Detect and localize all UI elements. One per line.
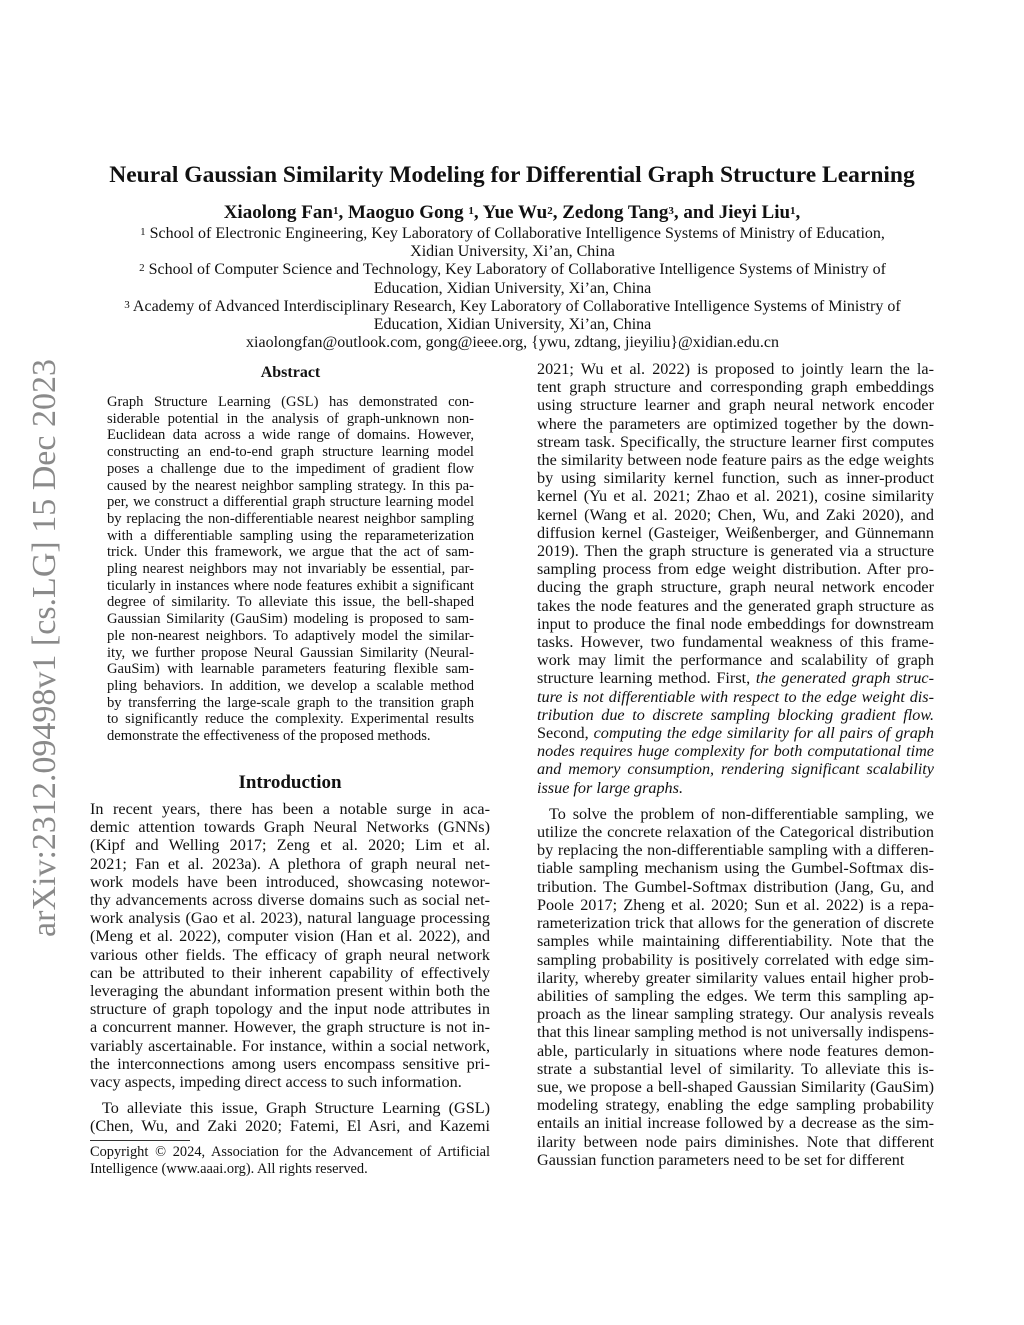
text-line: takes the node features and the generated graph structure as <box>537 596 934 615</box>
text-line: ilarity between node pairs diminishes. Note that different <box>537 1132 934 1151</box>
affiliation-text: Education, Xidian University, Xi’an, China <box>373 279 652 297</box>
affiliation-text: Xidian University, Xi’an, China <box>410 243 615 261</box>
text-line: vacy aspects, impeding direct access to such information. <box>90 1073 462 1092</box>
affiliation-line <box>90 298 935 316</box>
text-line: can be attributed to their inherent capability of effectively <box>90 963 490 982</box>
abstract-body <box>107 394 474 745</box>
text-line: degree of similarity. To alleviate this issue, the bell-shaped <box>107 594 474 611</box>
author-separator: , <box>795 202 801 223</box>
text-line: Gaussian Similarity (GauSim) modeling is proposed to sam- <box>107 611 474 628</box>
affiliation-line <box>90 280 935 298</box>
text-line: Euclidean data across a wide range of domains. However, <box>107 427 474 444</box>
text-line: demonstrate the effectiveness of the proposed methods. <box>107 728 431 745</box>
text-line: work may limit the performance and scalability of graph <box>537 651 934 670</box>
text-line <box>537 724 934 742</box>
text-line: sampling probability is positively correlated with edge sim- <box>537 950 934 969</box>
text-line: kernel (Yu et al. 2021; Zhao et al. 2021), cosine similarity <box>537 487 934 506</box>
text-line <box>537 760 934 778</box>
text-line: variably ascertainable. For instance, within a social network, <box>90 1036 490 1055</box>
text-line: tribution. The Gumbel-Softmax distribution (Jang, Gu, and <box>537 877 934 896</box>
emphasized-text: tribution due to discrete sampling blocking gradient flow. <box>537 705 934 724</box>
text-segment: structure learning method. First, <box>537 669 756 688</box>
affiliation-line <box>90 261 935 279</box>
emphasized-text: the generated graph struc- <box>755 669 934 688</box>
text-line: thy advancements across diverse domains such as social net- <box>90 891 490 910</box>
text-line <box>537 779 934 797</box>
text-line: the similarity between node feature pairs as the edge weights <box>537 451 934 470</box>
emphasized-text: ture is not differentiable with respect to the edge weight dis- <box>537 687 934 706</box>
text-line: ducing the graph structure, graph neural network encoder <box>537 578 934 597</box>
author-separator: , <box>473 202 483 223</box>
text-line: structure of graph topology and the input node attributes in <box>90 1000 490 1019</box>
text-line: work models have been introduced, showcasing notewor- <box>90 872 490 891</box>
text-line <box>537 688 934 706</box>
text-line: siderable potential in the analysis of graph-unknown non- <box>107 410 474 427</box>
introduction-body <box>90 800 490 1136</box>
text-line: ple non-nearest neighbors. To adaptively model the similar- <box>107 627 474 644</box>
text-line: caused by the nearest neighbor sampling strategy. In this pa- <box>107 477 474 494</box>
arxiv-stamp: arXiv:2312.09498v1 [cs.LG] 15 Dec 2023 <box>26 359 63 937</box>
affiliation-line <box>90 316 935 334</box>
text-line: various other fields. The efficacy of graph neural network <box>90 945 490 964</box>
text-line: by using similarity kernel function, such as inner-product <box>537 469 934 488</box>
text-segment: Second, <box>537 724 594 743</box>
text-line: by replacing the non-differentiable sampling with a differen- <box>537 841 934 860</box>
author-emails: xiaolongfan@outlook.com, gong@ieee.org, {ywu, zdtang, jieyiliu}@xidian.edu.cn <box>246 334 779 352</box>
emphasized-text: issue for large graphs. <box>537 778 683 797</box>
author-name: Zedong Tang <box>562 202 669 223</box>
text-line: able, particularly in situations where node features demon- <box>537 1041 934 1060</box>
text-line: sue, we propose a bell-shaped Gaussian Similarity (GauSim) <box>537 1077 934 1096</box>
footnote-line: Copyright © 2024, Association for the Advancement of Artificial <box>90 1144 490 1160</box>
text-line: 2021; Wu et al. 2022) is proposed to jointly learn the la- <box>537 360 934 378</box>
text-line: demic attention towards Graph Neural Networks (GNNs) <box>90 818 490 837</box>
text-line: entails an initial increase followed by a decrease as the sim- <box>537 1114 934 1133</box>
author-name: Jieyi Liu <box>718 202 791 223</box>
author-list <box>0 200 1024 226</box>
right-column-body <box>537 360 934 1169</box>
text-line: In recent years, there has been a notable surge in aca- <box>90 800 490 818</box>
text-line: modeling strategy, enabling the edge sampling probability <box>537 1096 934 1115</box>
text-line: leveraging the abundant information present within both the <box>90 982 490 1001</box>
text-line: that this linear sampling method is not universally indispens- <box>537 1023 934 1042</box>
author-separator: , and <box>673 202 719 223</box>
text-line: samples while maintaining differentiability. Note that the <box>537 932 934 951</box>
text-line: trick. Under this framework, we argue that the act of sam- <box>107 544 474 561</box>
text-line: stream task. Specifically, the structure learner first computes <box>537 432 934 451</box>
text-line: input to produce the final node embeddings for downstream <box>537 614 934 633</box>
author-name: Maoguo Gong <box>347 202 469 223</box>
emphasized-text: computing the edge similarity for all pairs of graph <box>593 724 934 743</box>
footnote-line: Intelligence (www.aaai.org). All rights reserved. <box>90 1161 368 1177</box>
text-line: Gaussian function parameters need to be set for different <box>537 1150 905 1169</box>
affiliation-text: Education, Xidian University, Xi’an, China <box>373 316 652 334</box>
text-line: a concurrent manner. However, the graph structure is not in- <box>90 1018 490 1037</box>
text-line: by replacing the non-differentiable nearest neighbor sampling <box>107 510 474 527</box>
text-line: with a differentiable sampling using the reparameterization <box>107 527 474 544</box>
text-line: to significantly reduce the complexity. Experimental results <box>107 711 474 728</box>
text-line: To alleviate this issue, Graph Structure Learning (GSL) <box>102 1099 490 1118</box>
text-line: ity, we further propose Neural Gaussian Similarity (Neural- <box>107 644 474 661</box>
emphasized-text: nodes requires huge complexity for both computational time <box>537 742 934 761</box>
paragraph-gap <box>90 1091 490 1099</box>
text-line: poses a challenge due to the impediment of gradient flow <box>107 460 474 477</box>
copyright-footnote <box>90 1144 490 1178</box>
text-line: strate a substantial level of similarity. To alleviate this is- <box>537 1059 934 1078</box>
text-line: diffusion kernel (Gasteiger, Weißenberger, and Günnemann <box>537 523 934 542</box>
affiliation-text: Academy of Advanced Interdisciplinary Research, Key Laboratory of Collaborative Intelligence Systems of Ministry of <box>132 297 901 315</box>
text-line: utilize the concrete relaxation of the Categorical distribution <box>537 823 934 842</box>
author-separator: , <box>338 202 348 223</box>
text-line: 2021; Fan et al. 2023a). A plethora of graph neural net- <box>90 854 490 873</box>
text-line: To solve the problem of non-differentiable sampling, we <box>549 804 934 823</box>
text-line: ticularly in instances where node features exhibit a significant <box>107 577 474 594</box>
text-line <box>537 706 934 724</box>
text-line: tiable sampling mechanism using the Gumbel-Softmax dis- <box>537 859 934 878</box>
text-line: by transferring the large-scale graph to the transition graph <box>107 694 474 711</box>
emphasized-text: and memory consumption, rendering significant scalability <box>537 760 934 779</box>
affiliation-text: School of Electronic Engineering, Key Laboratory of Collaborative Intelligence Systems of Ministry of Education, <box>149 225 885 242</box>
paragraph-gap <box>537 797 934 805</box>
author-affiliation-mark: 3 <box>668 205 674 217</box>
abstract-heading: Abstract <box>260 364 321 381</box>
author-affiliation-mark: 2 <box>547 205 553 217</box>
affiliation-line <box>90 243 935 261</box>
text-line: GauSim) with learnable parameters featuring flexible sam- <box>107 661 474 678</box>
affiliations <box>90 225 935 352</box>
text-line: using structure learner and graph neural network encoder <box>537 396 934 415</box>
author-affiliation-mark: 1 <box>332 205 339 217</box>
text-line: sampling process from edge weight distribution. After pro- <box>537 560 934 579</box>
text-line <box>537 742 934 760</box>
text-line: (Chen, Wu, and Zaki 2020; Fatemi, El Asri, and Kazemi <box>90 1117 490 1136</box>
author-separator: , <box>552 202 563 223</box>
text-line: the interconnections among users encompass sensitive pri- <box>90 1054 490 1073</box>
text-line: abilities of sampling the edges. We term this sampling ap- <box>537 986 934 1005</box>
text-line: kernel (Wang et al. 2020; Chen, Wu, and Zaki 2020), and <box>537 505 934 524</box>
affiliation-text: School of Computer Science and Technology, Key Laboratory of Collaborative Intelligence Systems of Ministry of <box>148 261 886 279</box>
text-line: 2019). Then the graph structure is generated via a structure <box>537 542 934 561</box>
author-affiliation-mark: 1 <box>790 205 796 217</box>
affiliation-line <box>90 225 935 243</box>
affiliation-mark: 3 <box>124 298 130 311</box>
text-line: per, we construct a differential graph structure learning model <box>107 494 474 511</box>
text-line: where the parameters are optimized together by the down- <box>537 414 934 433</box>
text-line: Graph Structure Learning (GSL) has demonstrated con- <box>107 394 474 410</box>
text-line: work analysis (Gao et al. 2023), natural language processing <box>90 909 490 928</box>
text-line: pling behaviors. In addition, we develop a scalable method <box>107 677 474 694</box>
author-name: Yue Wu <box>482 202 548 223</box>
text-line: constructing an end-to-end graph structure learning model <box>107 444 474 461</box>
text-line: proach as the linear sampling strategy. Our analysis reveals <box>537 1005 934 1024</box>
text-line: (Kipf and Welling 2017; Zeng et al. 2020; Lim et al. <box>90 836 490 855</box>
introduction-heading: Introduction <box>238 772 342 793</box>
footnote-rule <box>90 1140 190 1141</box>
text-line: (Meng et al. 2022), computer vision (Han et al. 2022), and <box>90 927 490 946</box>
affiliation-mark: 2 <box>139 262 145 275</box>
text-line: rameterization trick that allows for the generation of discrete <box>537 914 934 933</box>
author-affiliation-mark: 1 <box>468 205 474 217</box>
text-line: Poole 2017; Zheng et al. 2020; Sun et al. 2022) is a repa- <box>537 895 934 914</box>
text-line: pling nearest neighbors may not invariably be essential, par- <box>107 561 474 578</box>
text-line <box>537 669 934 687</box>
text-line: ilarity, whereby greater similarity values entail higher prob- <box>537 968 934 987</box>
author-name: Xiaolong Fan <box>223 202 333 223</box>
affiliation-mark: 1 <box>140 226 146 238</box>
paper-title: Neural Gaussian Similarity Modeling for Differential Graph Structure Learning <box>109 162 915 188</box>
text-line: tasks. However, two fundamental weakness of this frame- <box>537 633 934 652</box>
text-line: tent graph structure and corresponding graph embeddings <box>537 378 934 397</box>
